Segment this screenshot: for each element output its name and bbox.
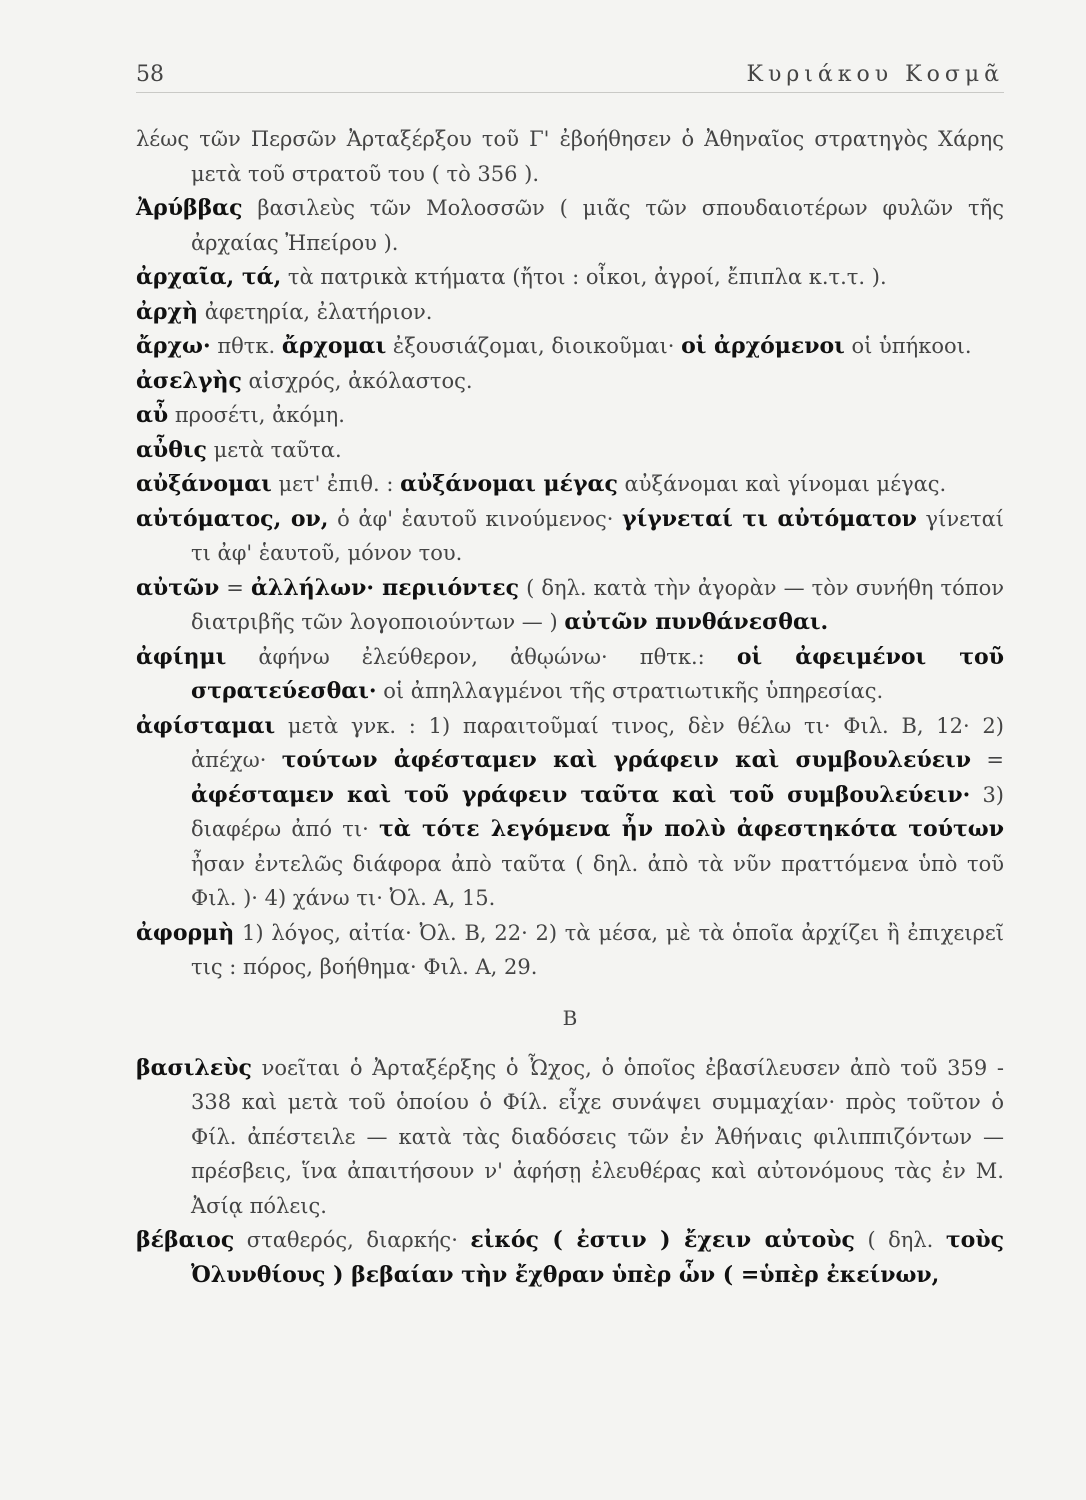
entry-text: νοεῖται ὁ Ἀρταξέρξης ὁ Ὦχος, ὁ ὁποῖος ἐβασίλευσεν ἀπὸ τοῦ 359 - 338 καὶ μετὰ τοῦ ὁποίου ὁ Φίλ. εἶχε συνάψει συμμαχίαν· πρὸς τοῦτον ὁ Φίλ. ἀπέστειλε — κατὰ τὰς διαδόσεις τῶν ἐν Ἀθήναις φιλιππιζόντων — πρέσβεις, ἵνα ἀπαιτήσουν ν' ἀφήσῃ ἐλευθέρας καὶ αὐτονόμους τὰς ἐν Μ. Ἀσίᾳ πόλεις. (191, 1055, 1004, 1218)
entry-headword: ἀφίσταμαι (136, 712, 276, 739)
glossary-entry (136, 571, 1004, 640)
glossary-entry (136, 709, 1004, 916)
entry-text: αἰσχρός, ἀκόλαστος. (241, 368, 473, 393)
entry-text: ( δηλ. (854, 1228, 946, 1252)
entry-text: ἦσαν ἐντελῶς διάφορα ἀπὸ ταῦτα ( δηλ. ἀπὸ τὰ νῦν πραττόμενα ὑπὸ τοῦ Φιλ. )· 4) χάνω τι· Ὀλ. Α, 15. (191, 851, 1004, 910)
entry-quote: ἀλλήλων· περιιόντες (250, 574, 520, 601)
entry-text: ἀφετηρία, ἐλατήριον. (198, 299, 433, 324)
entry-headword: αὐτῶν (136, 574, 220, 601)
glossary-entry (136, 640, 1004, 709)
glossary-entry (136, 260, 1004, 295)
glossary-entry (136, 364, 1004, 399)
entry-headword: ἀρχαῖα, τά, (136, 264, 282, 290)
entry-text: 3) διαφέρω ἀπό τι· (191, 782, 1004, 841)
entry-quote: οἱ ἀφειμένοι τοῦ στρατεύεσθαι· (191, 643, 1004, 704)
entry-text: αὐξάνομαι καὶ γίνομαι μέγας. (617, 472, 947, 496)
entry-headword: ἀφίημι (136, 643, 227, 670)
entry-text: ἐξουσιάζομαι, διοικοῦμαι· (386, 334, 682, 358)
page-header (136, 58, 1004, 93)
entry-quote: τούτων ἀφέσταμεν καὶ γράφειν καὶ συμβουλεύειν (281, 747, 972, 773)
section-heading: Β (562, 1005, 578, 1030)
entry-headword: αὐξάνομαι (136, 471, 272, 497)
entry-text: ( δηλ. κατὰ τὴν ἀγορὰν — τὸν συνήθη τόπον διατριβῆς τῶν λογοποιούντων — ) (191, 575, 1004, 634)
entry-text: μετὰ γνκ. : 1) παραιτοῦμαί τινος, δὲν θέλω τι· Φιλ. Β, 12· 2) ἀπέχω· (191, 713, 1004, 772)
glossary-entries-a (136, 122, 1004, 985)
entry-quote: εἰκός ( ἐστιν ) ἔχειν αὐτοὺς (470, 1227, 855, 1253)
glossary-entry (136, 467, 1004, 502)
entry-text: βασιλεὺς τῶν Μολοσσῶν ( μιᾶς τῶν σπουδαιοτέρων φυλῶν τῆς ἀρχαίας Ἠπείρου ). (191, 196, 1004, 255)
entry-quote: γίγνεταί τι αὐτόματον (622, 505, 917, 532)
glossary-entry (136, 916, 1004, 985)
entry-text: ὁ ἀφ' ἑαυτοῦ κινούμενος· (328, 506, 623, 531)
entry-quote: ἀφέσταμεν καὶ τοῦ γράφειν ταῦτα καὶ τοῦ συμβουλεύειν· (191, 781, 971, 808)
glossary-entry (136, 433, 1004, 468)
entry-headword: βασιλεὺς (136, 1054, 252, 1081)
glossary-entry (136, 329, 1004, 364)
glossary-entry (136, 502, 1004, 571)
entry-text: 1) λόγος, αἰτία· Ὀλ. Β, 22· 2) τὰ μέσα, μὲ τὰ ὁποῖα ἀρχίζει ἢ ἐπιχειρεῖ τις : πόρος, βοήθημα· Φιλ. Α, 29. (191, 920, 1004, 979)
entry-headword: αὖθις (136, 436, 207, 463)
entry-text: τὰ πατρικὰ κτήματα (ἤτοι : οἶκοι, ἀγροί, ἔπιπλα κ.τ.τ. ). (281, 265, 887, 289)
entry-text: γίνεταί τι ἀφ' ἑαυτοῦ, μόνον του. (191, 506, 1005, 565)
entry-text: ἀφήνω ἐλεύθερον, ἀθῳώνω· πθτκ.: (226, 644, 737, 669)
glossary-entry (136, 122, 1004, 191)
entry-text: μετὰ ταῦτα. (206, 437, 342, 462)
entry-text: προσέτι, ἀκόμη. (168, 403, 345, 427)
entry-text: = (219, 575, 251, 600)
entry-quote: ἄρχομαι (281, 333, 387, 359)
glossary-entry (136, 398, 1004, 433)
entry-text: οἱ ὑπήκοοι. (844, 334, 972, 358)
entry-text: μετ' ἐπιθ. : (271, 472, 401, 496)
entry-quote: αὐτῶν πυνθάνεσθαι. (564, 609, 829, 635)
entry-text: λέως τῶν Περσῶν Ἀρταξέρξου τοῦ Γ' ἐβοήθησεν ὁ Ἀθηναῖος στρατηγὸς Χάρης μετὰ τοῦ στρατοῦ του ( τὸ 356 ). (136, 127, 1004, 186)
entry-headword: ἀφορμὴ (136, 919, 235, 946)
entry-quote: αὐξάνομαι μέγας (400, 471, 618, 497)
glossary-entries-b (136, 1051, 1004, 1293)
glossary-body (136, 122, 1004, 1292)
running-title: Κυριάκου Κοσμᾶ (746, 62, 1004, 87)
glossary-entry (136, 1223, 1004, 1292)
entry-text: πθτκ. (210, 334, 282, 358)
entry-quote: οἱ ἀρχόμενοι (681, 333, 845, 359)
page-number: 58 (136, 62, 164, 87)
entry-text: οἱ ἀπηλλαγμένοι τῆς στρατιωτικῆς ὑπηρεσίας. (376, 679, 884, 703)
entry-headword: αὐτόματος, ον, (136, 505, 329, 532)
glossary-entry (136, 1051, 1004, 1224)
entry-text: σταθερός, διαρκής· (234, 1228, 471, 1252)
entry-quote: τοὺς Ὀλυνθίους ) βεβαίαν τὴν ἔχθραν ὑπὲρ ὧν ( =ὑπὲρ ἐκείνων, (191, 1227, 1004, 1288)
entry-headword: ἀσελγὴς (136, 367, 242, 394)
entry-headword: αὖ (136, 402, 169, 428)
glossary-entry (136, 191, 1004, 260)
glossary-entry (136, 295, 1004, 330)
entry-headword: ἄρχω· (136, 333, 211, 359)
entry-headword: Ἀρύββας (136, 195, 243, 221)
entry-headword: ἀρχὴ (136, 298, 199, 325)
entry-headword: βέβαιος (136, 1227, 235, 1253)
entry-text: = (971, 748, 1004, 772)
entry-quote: τὰ τότε λεγόμενα ἦν πολὺ ἀφεστηκότα τούτων (378, 816, 1004, 842)
